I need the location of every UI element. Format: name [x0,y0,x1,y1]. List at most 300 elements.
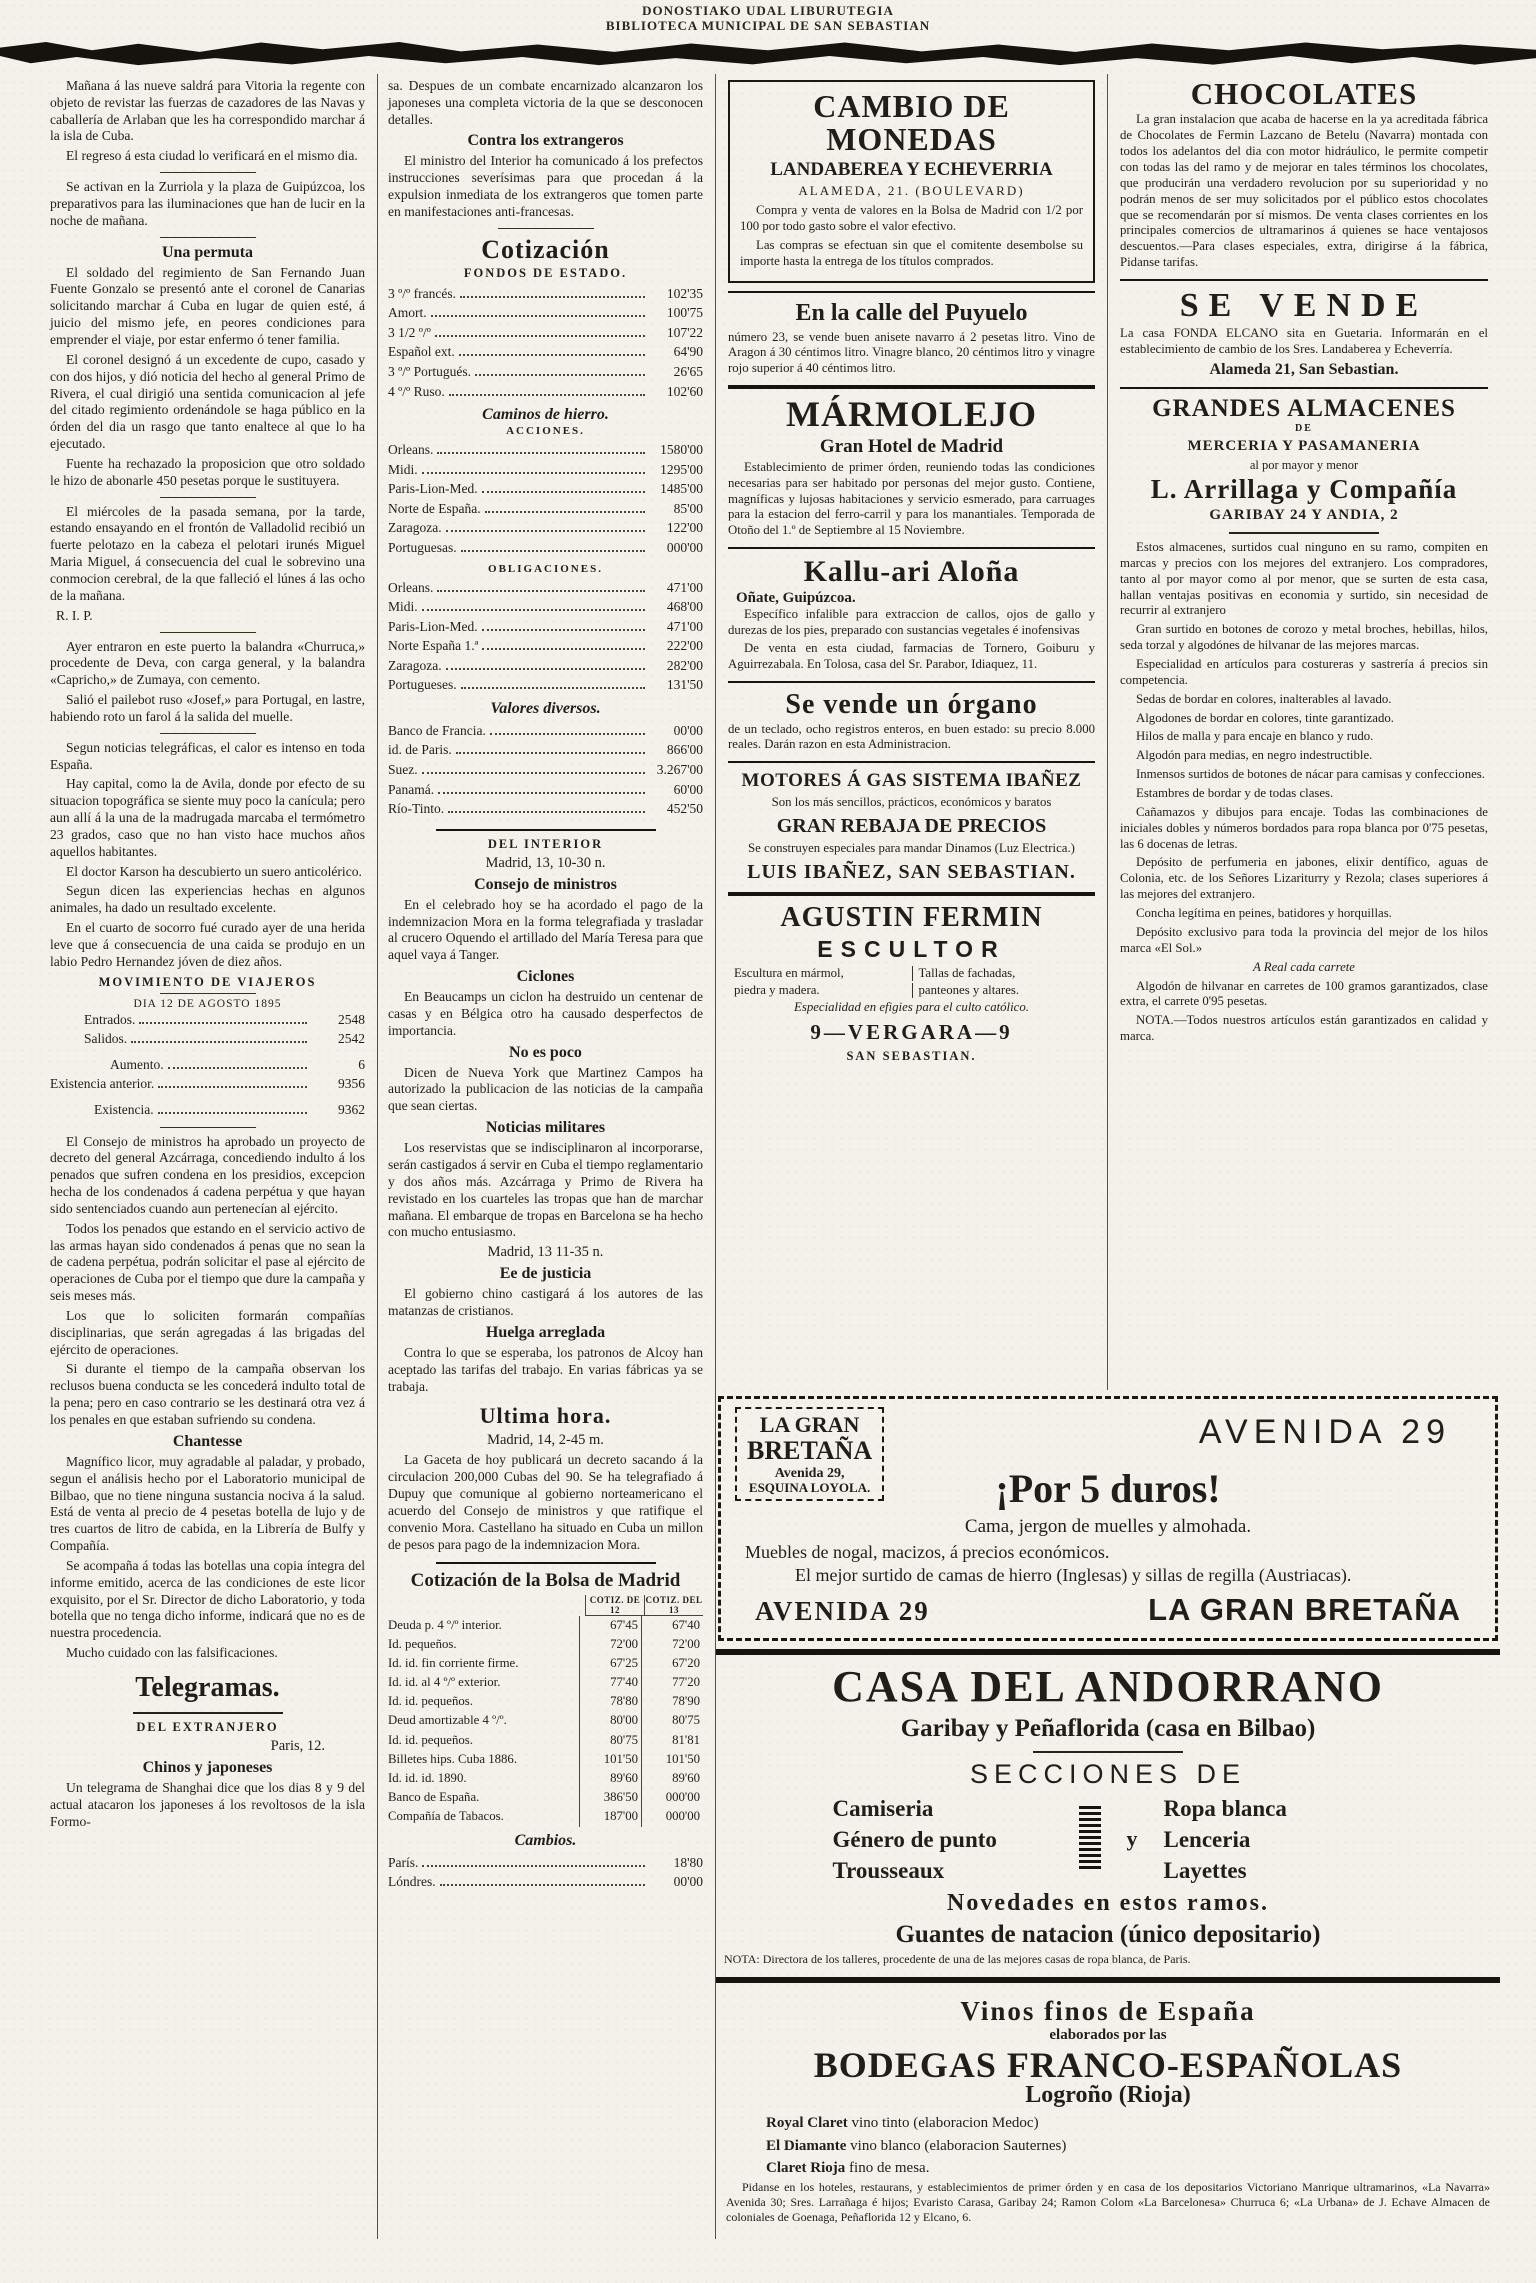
row-value: 102'60 [666,383,703,399]
article-paragraph: Segun noticias telegráficas, el calor es intenso en toda España. [50,739,365,772]
ad-sections-label: SECCIONES DE [969,1758,1247,1789]
ad-gran-bretana [718,1396,1498,1641]
row-value: 00'00 [673,722,703,738]
ad-subtitle: Gran Hotel de Madrid [819,435,1004,457]
article-paragraph: Segun dicen las experiencias hechas en algunos animales, ha dado un resultado excelente. [50,883,365,916]
row-value: 85'00 [673,500,703,516]
cotizacion-subtitle: FONDOS DE ESTADO. [463,265,628,280]
rule [160,993,256,994]
column-3 [716,74,1108,1390]
row-value: 2542 [338,1031,365,1047]
row-value: 00'00 [673,1874,703,1890]
dot-leader [437,590,645,592]
torn-paper-band [0,40,1536,66]
ornament-divider [1079,1806,1101,1872]
dot-leader [475,374,645,376]
article-paragraph: Todos los penados que estando en el servicio activo de las armas hayan sido condenados á penas que no sean la de cadena perpétua, podrán solicitar el pase al ejército de operaciones de Cuba por el tiempo que dure la campaña y seis meses más. [50,1220,365,1304]
spacer [388,1595,585,1616]
row-label: Panamá. [388,781,435,797]
article-paragraph: En Beaucamps un ciclon ha destruido un centenar de casas y en Bélgica otro ha causado desperfectos de importancia. [388,989,703,1038]
ad-section-item: Ropa blanca [1163,1795,1287,1821]
article-paragraph: sa. Despues de un combate encarnizado alcanzaron los japoneses una completa victoria de la que se desconocen detalles. [388,77,703,127]
ad-paragraph: Se construyen especiales para mandar Dinamos (Luz Electrica.) [748,841,1075,856]
row-value: 3.267'00 [656,762,703,778]
ad-paragraph: Estos almacenes, surtidos cual ninguno en su ramo, compiten en marcas y precios con los mejores del extranjero. Los compradores, tanto al por mayor como al por menor, que se surten de esta casa, hallan ventajas positivas en economia y surtido, sin necesidad de recurrir al extranjero [1120,540,1488,618]
row-label: Paris-Lion-Med. [388,481,478,497]
table-row [50,1074,365,1094]
ad-paragraph: De venta en esta ciudad, farmacias de Tornero, Goiburu y Aguirrezabala. En Tolosa, casa del Sr. Parabor, Idiaquez, 11. [728,641,1095,672]
quote-row [388,799,703,819]
value-13: 80'75 [641,1711,703,1730]
ad-paragraph: Sedas de bordar en colores, inalterables al lavado. [1136,691,1392,706]
ad-paragraph: La casa FONDA ELCANO sita en Guetaria. Informarán en el establecimiento de cambio de los Sres. Landaberea y Echeverría. [1120,325,1488,356]
quote-row [388,760,703,780]
rule [160,497,256,498]
ad-subtitle: DE [1295,422,1313,434]
rule [160,733,256,734]
dot-leader [139,1022,307,1024]
ad-paragraph: Las compras se efectuan sin que el comitente desembolse su importe hasta la entrega de los títulos comprados. [740,237,1083,268]
ad-paragraph: La gran instalacion que acaba de hacerse en la ya acreditada fábrica de Chocolates de Fermin Lazcano de Betelu (Navarra) montada con todos los adelantos del dia con motor hidráulico, le permite competir con todas las del ramo y de mejorar en tales términos los chocolates, que producirán una verdadero revolucion por su superioridad y no podrán menos de ser muy solicitados por el público estos chocolates que se recomendarán por sí mismos. De venta clases corrientes en los principales comercios de ultramarinos á quienes se hace ventajosos descuentos.—Para clases especiales, extra, dirigirse á la fábrica, Pidanse tarifas. [1120,112,1488,270]
bolsa-row [388,1750,703,1769]
row-label: Existencia anterior. [50,1076,155,1092]
dot-leader [422,472,645,474]
quote-row [388,675,703,695]
article-paragraph: El doctor Karson ha descubierto un suero anticolérico. [66,863,362,879]
row-value: 9356 [338,1076,365,1092]
ad-paragraph: número 23, se vende buen anisete navarro á 2 pesetas litro. Vino de Aragon á 30 céntimos litro. Vinagre blanco, 20 céntimos litro y vinagre rojo superior á 40 céntimos litro. [728,329,1095,376]
article-paragraph: El coronel designó á un excedente de cupo, casado y con dos hijos, y dió noticia del hecho al general Primo de Rivera, el cual dirigió una sentida comunicacion al jefe del citado regimiento ordenándole se haga público en la órden del dia un rasgo que tanto enaltece al que lo ha ejecutado. [50,351,365,452]
ad-cell: panteones y altares. [912,983,1096,998]
section-heading: Consejo de ministros [474,875,617,893]
ad-city: SAN SEBASTIAN. [846,1049,977,1064]
rule [160,632,256,633]
viajeros-title: MOVIMIENTO DE VIAJEROS [98,974,317,989]
rule [716,1977,1500,1983]
quote-row [388,362,703,382]
row-label: Id. pequeños. [388,1636,457,1651]
section-heading: Una permuta [161,243,254,261]
quote-row [388,780,703,800]
section-heading: No es poco [509,1043,582,1061]
dot-leader [446,530,645,532]
value-12: 386'50 [579,1788,641,1807]
table-row [50,1029,365,1049]
bolsa-header-row [388,1595,703,1616]
bolsa-row [388,1711,703,1730]
ad-paragraph: Algodones de bordar en colores, tinte garantizado. [1136,710,1394,725]
article-paragraph: La Gaceta de hoy publicará un decreto sacando á la circulacion 200,000 Cubas del 90. Se ha telegrafiado á Dupuy que comunique al gobierno norteamericano el acuerdo del Consejo de ministros y que ratifique el convenio Mora. Castellano ha situado en Cuba un millon de pesos para pago de la indemnizacion Mora. [388,1452,703,1552]
bolsa-col-a-header: COTIZ. DE 12 [585,1595,644,1616]
row-label: París. [388,1854,419,1870]
dot-leader [461,550,645,552]
article-paragraph: El gobierno chino castigará á los autores de las matanzas de cristianos. [388,1286,703,1319]
article-paragraph: Los reservistas que se indisciplinaron al incorporarse, serán castigados á servir en Cuba el tiempo reglamentario y dos años más. Azcárraga y Primo de Rivera ha revistado en los cuarteles las tropas que han de marchar mañana. El embarque de tropas en Barcelona se ha hecho con mucho entusiasmo. [388,1140,703,1240]
viajeros-date: DIA 12 DE AGOSTO 1895 [133,997,282,1010]
ad-locality: Logroño (Rioja) [1025,2082,1191,2109]
ad-company-name: BODEGAS FRANCO-ESPAÑOLAS [813,2044,1403,2085]
dot-leader [459,354,645,356]
telegram-subhead: Chinos y japoneses [142,1758,273,1776]
row-value: 000'00 [666,539,703,555]
value-12: 187'00 [579,1807,641,1826]
value-13: 000'00 [641,1788,703,1807]
row-value: 64'90 [673,344,703,360]
row-value: 60'00 [673,781,703,797]
quote-row [388,1872,703,1892]
column-4 [1108,74,1500,1390]
ad-subtitle: MERCERIA Y PASAMANERIA [1187,437,1421,454]
quote-row [388,303,703,323]
ad-line: Novedades en estos ramos. [947,1889,1269,1916]
rule [498,228,594,229]
ad-section-item: Camiseria [832,1795,934,1821]
value-13: 78'90 [641,1692,703,1711]
ad-corner-box [735,1407,884,1501]
page-columns [0,74,1536,2239]
ad-paragraph: NOTA.—Todos nuestros artículos están garantizados en calidad y marca. [1120,1013,1488,1044]
quote-row [388,578,703,598]
ad-title: SE VENDE [1179,287,1429,325]
ad-avenue-bottom: AVENIDA 29 [755,1596,930,1627]
dateline: Madrid, 14, 2-45 m. [487,1432,604,1449]
dot-leader [422,772,645,774]
ultima-hora-title: Ultima hora. [479,1403,612,1429]
row-label: 3 º/º francés. [388,285,456,301]
ad-title: CAMBIO DE MONEDAS [813,87,1010,158]
cotizacion-subtitle: Caminos de hierro. [482,406,609,424]
quote-row [388,721,703,741]
dot-leader [482,491,645,493]
value-13: 77'20 [641,1673,703,1692]
rule [728,892,1095,896]
ad-section-item: Género de punto [832,1826,997,1852]
article-paragraph: Mañana á las nueve saldrá para Vitoria la regente con objeto de revistar las fuerzas de cazadores de las Navas y caballería de Arlaban que les ha correspondido marchar á la isla de Cuba. [50,77,365,144]
dot-leader [158,1112,307,1114]
ad-footer [735,1592,1481,1628]
article-paragraph: El soldado del regimiento de San Fernando Juan Fuente Gonzalo se presentó ante el coronel de Canarias solicitando marchar á Cuba en lugar de quien esté, á juicio del mismo jefe, en peores condiciones para emprender el viaje, por estar enfermo ó tener familia. [50,264,365,347]
dot-leader [435,335,645,337]
rule [1033,1751,1183,1753]
article-paragraph: Fuente ha rechazado la proposicion que otro soldado le hizo de abonarle 450 pesetas porque le sustituyera. [50,455,365,488]
dot-leader [431,315,645,317]
ad-section-list-right [1164,1793,1384,1886]
rule [1120,279,1488,281]
rule [436,829,656,831]
ad-brand: BRETAÑA [747,1436,873,1466]
dot-leader [440,1884,645,1886]
ad-line: Guantes de natacion (único depositario) [895,1920,1321,1948]
article-paragraph: Los que lo soliciten formarán compañías disciplinarias, que serán agregadas á las brigadas del ejército de operaciones. [50,1307,365,1357]
cambios-title: Cambios. [514,1831,577,1849]
rule [728,547,1095,549]
value-12: 67'45 [579,1616,641,1635]
bolsa-row [388,1635,703,1654]
row-label: Id. id. fin corriente firme. [388,1655,519,1670]
article-paragraph: Hay capital, como la de Avila, donde por efecto de su situacion topográfica se siente muy poco la canícula; pero aun allí á la una de la madrugada marcaba el termómetro 23 grados, caso que no han visto hace muchos años aquellos habitantes. [50,776,365,859]
ad-subtitle: LANDABEREA Y ECHEVERRIA [770,159,1053,181]
ad-paragraph: Concha legítima en peines, batidores y horquillas. [1136,906,1392,921]
article-paragraph: En el cuarto de socorro fué curado ayer de una herida leve que á consecuencia de una caida se produjo en un labio Pedro Hernandez jóven de diez años. [50,920,365,969]
row-label: Aumento. [110,1056,164,1072]
quote-row [388,656,703,676]
ad-brand: LA GRAN [759,1411,860,1437]
ad-bodegas [716,1990,1500,2230]
article-paragraph: Se activan en la Zurriola y la plaza de Guipúzcoa, los preparativos para las iluminaciones que han de lucir en la noche de mañana. [50,179,365,228]
article-paragraph: Mucho cuidado con las falsificaciones. [66,1645,278,1661]
article-paragraph: Un telegrama de Shanghai dice que los dias 8 y 9 del actual atacaron los japoneses á los revoltosos de la isla Formo- [50,1779,365,1829]
section-heading: Ciclones [516,968,575,986]
cotizacion-title: Cotización [481,234,610,264]
row-label: Español ext. [388,344,455,360]
row-label: Banco de Francia. [388,722,486,738]
cotizacion-subtitle: OBLIGACIONES. [488,562,603,575]
ad-address: GARIBAY 24 Y ANDIA, 2 [1209,507,1399,524]
row-value: 471'00 [666,618,703,634]
ad-cambio-monedas [728,80,1095,283]
value-12: 78'80 [579,1692,641,1711]
ad-title: CASA DEL ANDORRANO [832,1662,1384,1712]
article-paragraph: Salió el pailebot ruso «Josef,» para Portugal, en lastre, habiendo roto un farol á la salida del muelle. [50,692,365,724]
ad-title: Kallu-ari Aloña [803,555,1020,589]
ad-company-name: L. Arrillaga y Compañía [1150,473,1458,504]
ad-paragraph: Establecimiento de primer órden, reuniendo todas las condiciones necesarias para ser habitado por personas del mejor gusto. Contiene, magníficas y lujosas habitaciones y servicio esmerado, para carruages para la estacion del ferro-carril y para los manantiales. Temporada de Otoño del 1.º de Septiembre al 15 Noviembre. [728,459,1095,538]
value-13: 000'00 [641,1807,703,1826]
quote-row [388,323,703,343]
wine-name: Royal Claret [766,2115,848,2132]
row-value: 471'00 [666,579,703,595]
ad-paragraph: Específico infalible para extraccion de callos, ojos de gallo y durezas de los pies, preparado con sustancias vegetales é inofensivas [728,606,1095,637]
ad-address: Avenida 29, [774,1465,845,1481]
ad-paragraph: Gran surtido en botones de corozo y metal broches, hebillas, hilos, seda torzal y algodónes de hilvanar de las mejores marcas. [1120,622,1488,653]
stamp-line-2: BIBLIOTECA MUNICIPAL DE SAN SEBASTIAN [605,17,931,33]
ad-title: CHOCOLATES [1190,75,1418,111]
ad-note: NOTA: Directora de los talleres, procedente de una de las mejores casas de ropa blanca, de Paris. [724,1951,1191,1966]
row-label: Portugueses. [388,677,457,693]
ad-paragraph: Cañamazos y dibujos para encaje. Todas las combinaciones de iniciales dobles y números bordados para ropa blanca por 0'75 pesetas, las 6 docenas de letras. [1120,804,1488,851]
row-label: Orleans. [388,442,434,458]
ad-signature: LUIS IBAÑEZ, SAN SEBASTIAN. [747,860,1076,883]
ad-cell: piedra y madera. [734,983,820,998]
section-heading: Huelga arreglada [485,1323,606,1341]
ad-line: El mejor surtido de camas de hierro (Inglesas) y sillas de regilla (Austriacas). [795,1565,1352,1586]
quote-row [388,382,703,402]
rule [716,1649,1500,1655]
ad-title: MOTORES Á GAS SISTEMA IBAÑEZ [741,770,1082,792]
rule [1229,532,1379,534]
ad-subtitle: GRAN REBAJA DE PRECIOS [776,815,1047,838]
dot-leader [482,629,645,631]
ad-section-item: Trousseaux [832,1857,945,1883]
quote-row [388,538,703,558]
dot-leader [456,752,645,754]
section-heading: Chantesse [172,1432,243,1450]
ad-sections-grid [724,1793,1492,1886]
dot-leader [422,1865,645,1867]
row-value: 452'50 [666,801,703,817]
value-13: 101'50 [641,1750,703,1769]
section-heading: Noticias militares [485,1119,606,1137]
wine-name: Claret Rioja [766,2160,846,2177]
ad-address: ALAMEDA, 21. (BOULEVARD) [798,183,1025,199]
quote-row [388,479,703,499]
ad-two-column-line [728,983,1095,998]
row-label: 3 1/2 º/º [388,324,431,340]
wine-line [766,2157,1490,2180]
dateline: Paris, 12. [270,1737,325,1754]
rule [160,172,256,173]
row-label: Existencia. [94,1101,154,1117]
wine-line [766,2112,1490,2135]
ad-cell: Escultura en mármol, [734,966,844,981]
quote-row [388,597,703,617]
row-value: 6 [358,1056,365,1072]
quote-row [388,284,703,304]
article-paragraph: Si durante el tiempo de la campaña observan los reclusos buena conducta se les concederá indulto total de la pena; pero en caso contrario se les destinará otra vez á los penales en que estaban sufriendo su condena. [50,1361,365,1427]
dot-leader [449,394,645,396]
ad-title: Vinos finos de España [960,1995,1256,2026]
row-value: 1580'00 [660,442,703,458]
row-label: Zaragoza. [388,520,442,536]
ad-address: ESQUINA LOYOLA. [748,1480,871,1496]
bolsa-row [388,1692,703,1711]
ad-address: 9—VERGARA—9 [810,1020,1013,1045]
ad-subtitle: elaborados por las [1049,2026,1167,2043]
row-label: Midi. [388,599,418,615]
row-label: Deuda p. 4 º/º interior. [388,1617,502,1632]
dot-leader [485,511,645,513]
row-label: Id. id. pequeños. [388,1732,473,1747]
ad-subtitle [728,590,1095,607]
ad-slogan: ¡Por 5 duros! [995,1466,1221,1512]
value-13: 81'81 [641,1731,703,1750]
ad-paragraph: Compra y venta de valores en la Bolsa de Madrid con 1/2 por 100 por todo gasto sobre el valor efectivo. [740,203,1083,233]
dot-leader [158,1086,307,1088]
ad-paragraph: Especialidad en artículos para costureras y sastrería á precios sin competencia. [1120,657,1488,687]
quote-row [388,1853,703,1873]
telegramas-kicker: DEL EXTRANJERO [136,1719,279,1734]
row-value: 131'50 [666,677,703,693]
article-paragraph: Magnífico licor, muy agradable al paladar, y probado, segun el análisis hecho por el Laboratorio municipal de Bilbao, que no tiene ninguna sustancia nociva á la salud. Está de venta al precio de 4 pesetas botella de lujo y de tres cuartos de litro de cabida, en la Librería de Bulfy y Compañía. [50,1453,365,1554]
section-heading: Contra los extrangeros [467,132,624,150]
ad-section-item: Lenceria [1163,1826,1251,1852]
ad-paragraph: A Real cada carrete [1253,959,1355,974]
bolsa-row [388,1673,703,1692]
row-value: 18'80 [673,1854,703,1870]
rule [728,385,1095,389]
table-row [50,1055,365,1075]
dot-leader [490,733,645,735]
column-1 [40,74,378,2239]
rule [728,291,1095,293]
dot-leader [461,687,645,689]
row-label: Salidos. [84,1031,128,1047]
article-paragraph: El regreso á esta ciudad lo verificará en el mismo dia. [66,148,358,164]
bolsa-row [388,1616,703,1635]
ad-section-list-left [833,1793,1053,1886]
article-paragraph: El Consejo de ministros ha aprobado un proyecto de decreto del general Azcárraga, concediendo indulto á los penados que sufren condena en los presidios, excepcion hecha de los condenados á cadena perpétua y que hayan sido sentenciados cuando aun pertenecían al ejército. [50,1133,365,1216]
value-12: 72'00 [579,1635,641,1654]
right-half [716,74,1500,2239]
cotizacion-subtitle: ACCIONES. [506,425,585,438]
ad-address: Alameda 21, San Sebastian. [1209,361,1399,379]
article-paragraph: En el celebrado hoy se ha acordado el pago de la indemnizacion Mora en la forma telegrafiada y trasladar al crucero Oquendo el artillado del María Teresa para que aquel vaya á Tanger. [388,896,703,963]
ad-subtitle: Garibay y Peñaflorida (casa en Bilbao) [900,1714,1316,1742]
rule [160,237,256,238]
ad-title: Se vende un órgano [785,689,1038,721]
quote-row [388,499,703,519]
bolsa-col-b-header: COTIZ. DEL 13 [645,1594,703,1615]
value-13: 67'40 [641,1616,703,1635]
value-12: 89'60 [579,1769,641,1788]
row-label: Zaragoza. [388,657,442,673]
row-label: Compañía de Tabacos. [388,1809,504,1824]
value-12: 80'00 [579,1711,641,1730]
row-value: 1295'00 [660,461,703,477]
ad-title: MÁRMOLEJO [786,394,1037,435]
library-stamp [0,0,1536,34]
bolsa-row [388,1769,703,1788]
ad-paragraph: Inmensos surtidos de botones de nácar para camisas y confecciones. [1136,767,1485,782]
article-paragraph: Se acompaña á todas las botellas una copia íntegra del informe emitido, acerca de las condiciones de este licor exquisito, por el Sr. Director de dicho Laboratorio, y toda botella que no tenga dicho informe, indicará que no es de nuestra procedencia. [50,1557,365,1641]
value-12: 80'75 [579,1731,641,1750]
column-2 [378,74,716,2239]
dot-leader [422,609,645,611]
dot-leader [438,792,645,794]
wine-line [766,2135,1490,2158]
ad-paragraph: Pidanse en los hoteles, restaurans, y establecimientos de primer órden y en casa de los depositarios Victoriano Manrique ultramarinos, «La Navarra» Avenida 30; Sres. Larrañaga é hijos; Evaristo Carasa, Garibay 24; Ramon Colom «La Barcelonesa» Churruca 6; «La Urbana» de J. Echave Almacen de coloniales de Goenaga, Peñaflorida 12 y Elcano, 6. [726,2179,1490,2224]
ad-paragraph: Algodón de hilvanar en carretes de 100 gramos garantizados, clase extra, el carrete 0'95 pesetas. [1120,978,1488,1009]
ad-title: GRANDES ALMACENES [1152,395,1456,423]
row-label: Id. id. pequeños. [388,1694,473,1709]
dot-leader [460,296,645,298]
wine-desc: vino tinto (elaboracion Medoc) [851,2115,1039,2132]
dot-leader [437,452,645,454]
ad-subtitle: ESCULTOR [817,936,1006,963]
ad-two-column-line [728,966,1095,981]
row-label: 3 º/º Portugués. [388,364,471,380]
row-label: Portuguesas. [388,539,457,555]
row-label: Lóndres. [388,1874,436,1890]
ad-line: Cama, jergon de muelles y almohada. [964,1516,1252,1538]
ad-paragraph: Especialidad en efigies para el culto católico. [794,1000,1029,1015]
dot-leader [446,668,645,670]
quote-row [388,342,703,362]
wine-desc: fino de mesa. [849,2160,930,2177]
article-paragraph: Dicen de Nueva York que Martinez Campos ha autorizado la publicacion de las noticias de la campaña que sean ciertas. [388,1064,703,1114]
ad-line: Muebles de nogal, macizos, á precios económicos. [745,1542,1110,1563]
ad-title: AGUSTIN FERMIN [780,901,1043,933]
section-heading: Ee de justicia [499,1265,592,1283]
dot-leader [168,1067,307,1069]
ad-paragraph: Depósito exclusivo para toda la provincia del mejor de los hilos marca «El Sol.» [1120,924,1488,955]
rip-line: R. I. P. [56,607,93,623]
value-12: 67'25 [579,1654,641,1673]
row-label: Río-Tinto. [388,801,445,817]
row-label: Entrados. [84,1011,136,1027]
value-13: 89'60 [641,1769,703,1788]
bolsa-row [388,1807,703,1826]
row-value: 26'65 [673,364,703,380]
rule [436,1562,656,1564]
ad-paragraph: Hilos de malla y para encaje en blanco y rudo. [1136,729,1374,744]
ad-andorrano [716,1662,1500,1968]
row-label: Id. id. id. 1890. [388,1771,467,1785]
value-13: 67'20 [641,1654,703,1673]
row-label: Deud amortizable 4 º/º. [388,1713,507,1728]
ad-paragraph: Estambres de bordar y de todas clases. [1136,786,1334,801]
value-12: 101'50 [579,1750,641,1769]
